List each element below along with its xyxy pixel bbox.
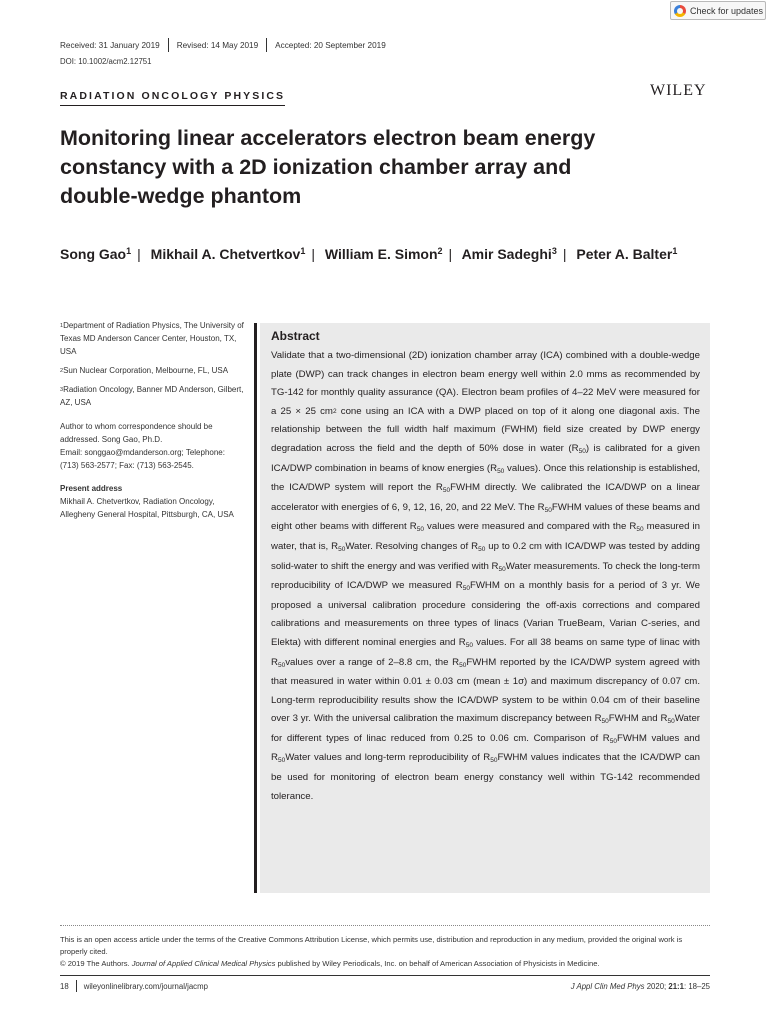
page-number: 18 [60,981,69,991]
correspondence-contact[interactable]: Email: songgao@mdanderson.org; Telephone: (713) 563-2577; Fax: (713) 563-2545. [60,448,225,471]
divider [266,38,267,52]
citation: J Appl Clin Med Phys 2020; 21:1: 18–25 [570,981,710,991]
divider [76,980,77,992]
affiliation-number: 3 [60,386,64,393]
author-name[interactable]: Peter A. Balter [576,246,673,262]
section-label: RADIATION ONCOLOGY PHYSICS [60,90,285,106]
author-name[interactable]: Song Gao [60,246,127,262]
author-separator: | [448,246,453,262]
publisher-logo: WILEY [650,82,707,99]
author-affiliation-number: 3 [551,246,557,256]
abstract-text: Validate that a two-dimensional (2D) ionization chamber array (ICA) combined with a double-wedge plate (DWP) can track changes in electron beam energy well within 2.0 mms as recommended by TG-142 for monthly quality assurance (QA). Electron beam profiles of 4–22 MeV were measured for a 25 × 25 $cm^2$ cone using an ICA with a DWP placed on top of it along one diagonal axis. The relationship between the full width half maximum (FWHM) field size created by DWP energy degradation across the field and the depth of 50% dose in water $(R_{50})$ is calibrated for a given ICA/DWP combination in beams of know energies ($R_{50}$ values). Once this relationship is established, the ICA/DWP system will report the $R_{50}FWHM$ directly. We calibrated the ICA/DWP on a linear accelerator with energies of 6, 9, 12, 16, 20, and 22 MeV. The $R_{50}FWHM$ values of these beams and eight other beams with different $R_{50}$ values were measured and compared with the $R_{50}$ measured in water, that is, $R_{50}Water$. Resolving changes of $R_{50}$ up to 0.2 cm with ICA/DWP was tested by adding solid-water to shift the energy and was verified with $R_{50}Water$ measurements. To check the long-term reproducibility of ICA/DWP we measured $R_{50}FWHM$ on a monthly basis for a period of 3 yr. We proposed a universal calibration procedure considering the off-axis corrections and compared calibrations and measurements on three types of linacs (Varian TrueBeam, Varian C-series, and Elekta) with different nominal energies and $R_{50}$ values. For all 38 beams on same type of linac with $R_{50}values$ over a range of 2–8.8 cm, the $R_{50}FWHM$ reported by the ICA/DWP system agreed with that measured in water within 0.01 ± 0.03 cm (mean ± 1σ) and maximum discrepancy of 0.07 cm. Long-term reproducibility results show the ICA/DWP system to be within 0.04 cm of their baseline over 3 yr. With the universal calibration the maximum discrepancy between $R_{50}FWHM$ and $R_{50}Water$ for different types of linac reduced from 0.25 to 0.06 cm. Comparison of $R_{50}FWHM$ values and $R_{50}Water$ values and long-term reproducibility of $R_{50}FWHM$ values indicates that the ICA/DWP can be used for monitoring of electron beam energy constancy well within TG-142 recommended tolerance. [271,350,701,802]
divider [168,38,169,52]
accepted-date: Accepted: 20 September 2019 [275,40,386,50]
volume-issue: 21:1 [668,981,684,991]
affiliations-column [60,320,245,528]
check-for-updates-label: Check for updates [690,5,764,16]
footer-left [60,980,208,992]
author-separator: | [311,246,315,262]
affiliation-number: 2 [60,367,64,374]
present-address-heading: Present address [60,484,123,494]
author-affiliation-number: 1 [300,246,306,256]
affiliation [60,320,245,359]
affiliation-text: Sun Nuclear Corporation, Melbourne, FL, USA [63,365,229,375]
footnote-divider [60,925,710,926]
author-name[interactable]: Amir Sadeghi [461,246,552,262]
abstract-accent-bar [254,323,257,893]
affiliation [60,365,245,378]
affiliation-number: 1 [60,323,64,329]
author-name[interactable]: William E. Simon [324,246,438,262]
affiliation-text: Radiation Oncology, Banner MD Anderson, Gilbert, AZ, USA [60,384,244,407]
check-for-updates-button[interactable] [670,1,766,20]
article-title: Monitoring linear accelerators electron beam energy constancy with a 2D ionization chamber array and double-wedge phantom [60,126,596,208]
article-dates [60,38,386,52]
affiliation-text: Department of Radiation Physics, The University of Texas MD Anderson Cancer Center, Houston, TX, USA [60,321,244,356]
author-separator: | [137,246,141,262]
abstract-box [260,323,710,893]
footer-divider [60,975,710,976]
journal-abbrev: J Appl Clin Med Phys [570,981,645,991]
present-address-text: Mikhail A. Chetvertkov, Radiation Oncology, Allegheny General Hospital, Pittsburgh, CA, USA [60,496,234,519]
received-date: Received: 31 January 2019 [60,40,160,50]
crossmark-icon [674,5,686,17]
license-note [60,934,710,970]
author-affiliation-number: 1 [672,246,678,256]
author-affiliation-number: 1 [126,246,132,256]
correspondence-intro: Author to whom correspondence should be addressed. Song Gao, Ph.D. [60,422,213,445]
author-separator: | [562,246,567,262]
page-footer [60,980,710,992]
author-name[interactable]: Mikhail A. Chetvertkov [150,246,301,262]
journal-url[interactable]: wileyonlinelibrary.com/journal/jacmp [83,981,208,991]
license-text: This is an open access article under the terms of the Creative Commons Attribution License, which permits use, distribution and reproduction in any medium, provided the original work is properly cited. [60,935,683,956]
copyright-text: © 2019 The Authors. Journal of Applied Clinical Medical Physics published by Wiley Periodicals, Inc. on behalf of American Association of Physicists in Medicine. [60,959,600,968]
revised-date: Revised: 14 May 2019 [176,40,259,50]
doi[interactable]: DOI: 10.1002/acm2.12751 [60,57,152,66]
correspondence [60,421,245,473]
affiliation [60,384,245,410]
author-affiliation-number: 2 [437,246,443,256]
abstract-heading: Abstract [271,329,320,343]
author-list [60,240,710,268]
